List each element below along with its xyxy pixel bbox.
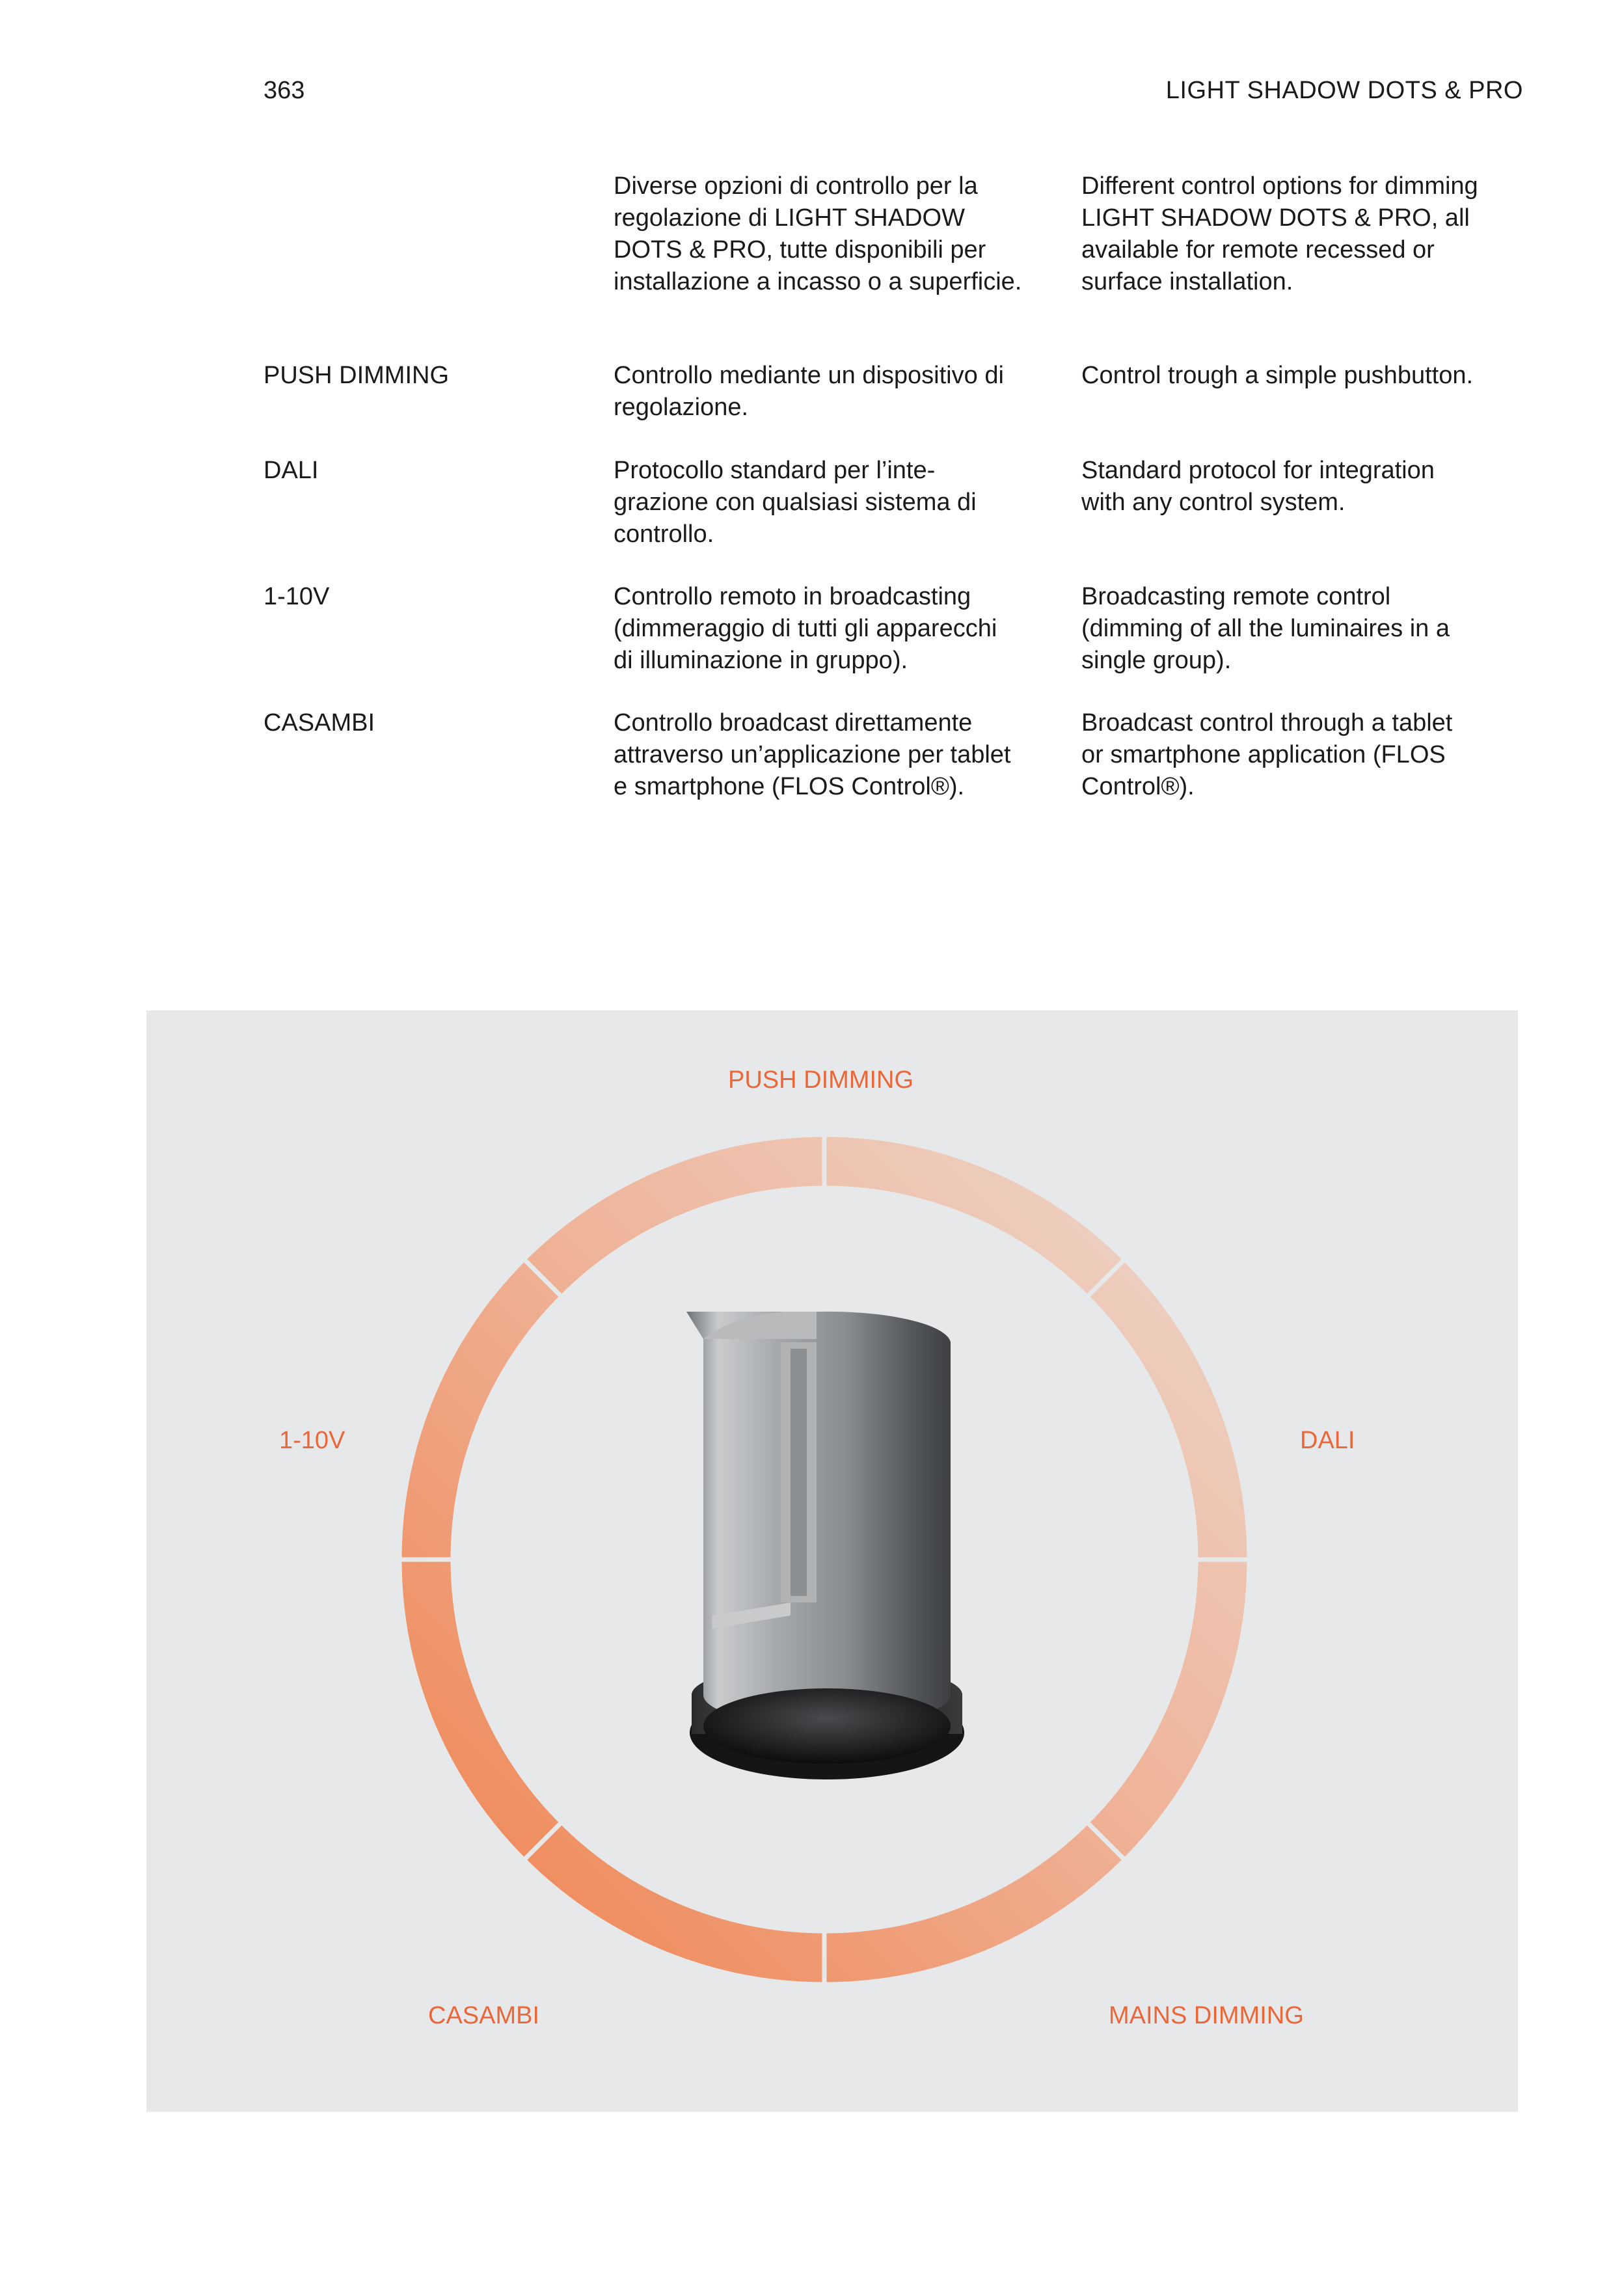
text-line: (dimmeraggio di tutti gli apparecchi: [614, 615, 997, 642]
text-line: controllo.: [614, 521, 714, 548]
diagram-label-casambi: CASAMBI: [428, 2002, 540, 2029]
text-line: Broadcasting remote control: [1081, 583, 1391, 610]
row-label-1-10v: 1-10V: [264, 583, 330, 610]
text-line: (dimming of all the luminaires in a: [1081, 615, 1450, 642]
control-options-diagram: [146, 1010, 1518, 2112]
row-label-casambi: CASAMBI: [264, 709, 375, 737]
text-line: DOTS & PRO, tutte disponibili per: [614, 236, 986, 264]
control-wheel: [146, 1010, 1518, 2112]
row-description-english: [1081, 455, 1435, 519]
row-description-italian: [614, 707, 1011, 803]
row-label-push-dimming: PUSH DIMMING: [264, 362, 449, 389]
text-line: regolazione.: [614, 394, 749, 421]
text-line: or smartphone application (FLOS: [1081, 741, 1446, 768]
text-line: grazione con qualsiasi sistema di: [614, 489, 977, 516]
diagram-label-push-dimming: PUSH DIMMING: [728, 1066, 914, 1094]
text-line: Controllo broadcast direttamente: [614, 709, 973, 737]
product-downlight-image: [686, 1312, 964, 1779]
text-line: Diverse opzioni di controllo per la: [614, 172, 978, 200]
row-description-english: [1081, 360, 1473, 392]
text-line: with any control system.: [1081, 489, 1346, 516]
row-description-english: [1081, 581, 1450, 677]
row-description-italian: [614, 455, 977, 550]
text-line: Standard protocol for integration: [1081, 457, 1435, 484]
text-line: LIGHT SHADOW DOTS & PRO, all: [1081, 204, 1470, 232]
text-line: attraverso un’applicazione per tablet: [614, 741, 1011, 768]
intro-italian: [614, 170, 1022, 298]
row-description-english: [1081, 707, 1452, 803]
text-line: e smartphone (FLOS Control®).: [614, 773, 965, 800]
diagram-label-1-10v: 1-10V: [279, 1427, 345, 1454]
text-line: Control®).: [1081, 773, 1195, 800]
text-line: di illuminazione in gruppo).: [614, 647, 908, 674]
intro-english: [1081, 170, 1478, 298]
text-line: installazione a incasso o a superficie.: [614, 268, 1022, 295]
diagram-label-mains-dimming: MAINS DIMMING: [1109, 2002, 1304, 2029]
page-number: 363: [264, 77, 305, 104]
text-line: Controllo mediante un dispositivo di: [614, 362, 1004, 389]
text-line: regolazione di LIGHT SHADOW: [614, 204, 965, 232]
row-description-italian: [614, 581, 997, 677]
diagram-label-dali: DALI: [1300, 1427, 1355, 1454]
text-line: single group).: [1081, 647, 1232, 674]
row-description-italian: [614, 360, 1004, 424]
row-label-dali: DALI: [264, 457, 319, 484]
text-line: Broadcast control through a tablet: [1081, 709, 1453, 737]
text-line: surface installation.: [1081, 268, 1293, 295]
text-line: available for remote recessed or: [1081, 236, 1435, 264]
text-line: Different control options for dimming: [1081, 172, 1478, 200]
text-line: Controllo remoto in broadcasting: [614, 583, 971, 610]
text-line: Protocollo standard per l’inte-: [614, 457, 936, 484]
text-line: Control trough a simple pushbutton.: [1081, 362, 1474, 389]
page-header-title: LIGHT SHADOW DOTS & PRO: [1165, 77, 1523, 104]
